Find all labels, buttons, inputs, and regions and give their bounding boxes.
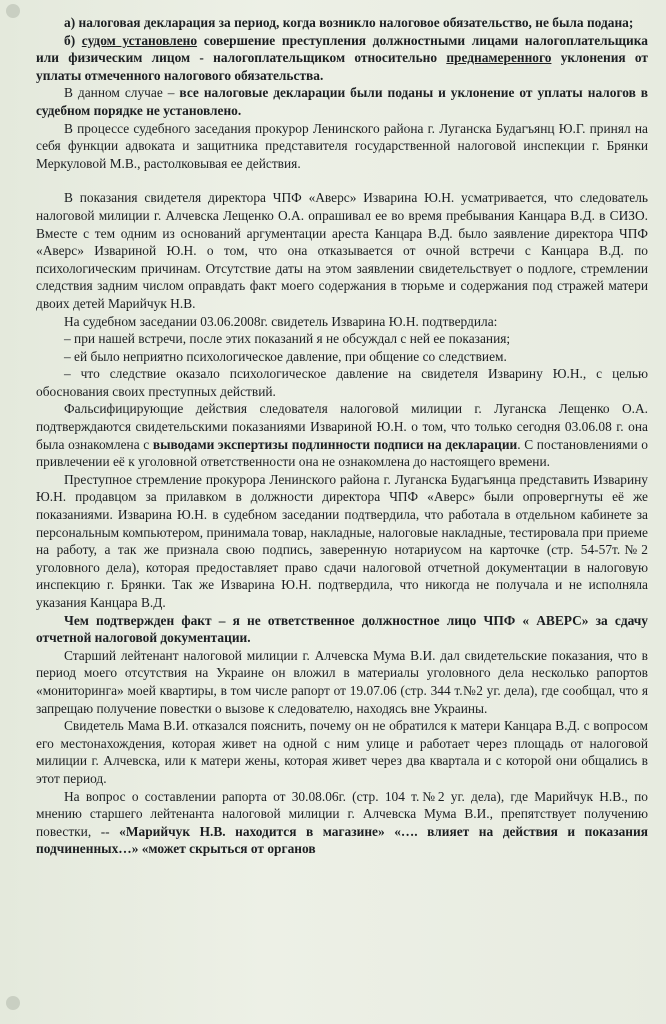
paragraph (36, 84, 648, 119)
text-segment: совершение преступления должностными лицами налогоплательщика или физическим лицом - налогоплательщиком относительно (36, 32, 648, 66)
paragraph-gap (36, 172, 648, 189)
paragraph (36, 471, 648, 612)
text-segment: преднамеренного (446, 50, 552, 66)
punch-hole (6, 4, 20, 18)
paragraph (36, 348, 648, 366)
text-segment: выводами экспертизы подлинности подписи на декларации (152, 436, 518, 452)
text-segment: В процессе судебного заседания прокурор Ленинского района г. Луганска Будагъянц Ю.Г. принял на себя функции адвоката и защитника представителя государственной налоговой инспекции г. Брянки Меркуловой М.В., растолковывая ее действия. (36, 120, 648, 171)
paragraph (36, 400, 648, 470)
text-segment: – что следствие оказало психологическое давление на свидетеля Изварину Ю.Н., с целью обоснования своих преступных действий. (36, 366, 648, 399)
text-segment: – ей было неприятно психологическое давление, при общение со следствием. (64, 348, 507, 364)
paragraph (36, 313, 648, 331)
text-segment: В данном случае – (64, 85, 180, 101)
paragraph (36, 365, 648, 400)
paragraph (36, 612, 648, 647)
text-segment: Старший лейтенант налоговой милиции г. Алчевска Мума В.И. дал свидетельские показания, что в период моего отсутствия на Украине он вложил в материалы уголовного дела несколько рапортов «мониторинга» моей квартиры, в том числе рапорт от 19.07.06 (стр. 344 т.№2 уг. дела), где сообщал, что я запрещаю получение повестки о вызове к следователю, находясь вне Украины. (36, 647, 648, 716)
paragraph (36, 330, 648, 348)
paragraph (36, 32, 648, 85)
paragraph (36, 717, 648, 787)
paragraph (36, 120, 648, 173)
text-segment: На вопрос о составлении рапорта от 30.08.06г. (стр. 104 т.№2 уг. дела), где Марийчук Н.В., по мнению старшего лейтенанта налоговой милиции г. Алчевска Мума В.И., препятствует получению повестки, -- (36, 788, 648, 839)
text-segment: «Марийчук Н.В. находится в магазине» «…. влияет на действия и показания подчиненных…» «может скрыться от органов (36, 823, 648, 857)
paragraph (36, 189, 648, 312)
paragraph (36, 14, 648, 32)
paragraph (36, 647, 648, 717)
text-segment: а) налоговая декларация за период, когда возникло налоговое обязательство, не была подана; (64, 15, 634, 30)
text-segment: На судебном заседании 03.06.2008г. свидетель Изварина Ю.Н. подтвердила: (64, 313, 498, 329)
document-body (36, 14, 648, 858)
text-segment: Преступное стремление прокурора Ленинского района г. Луганска Будагъянца представить Изварину Ю.Н. продавцом за прилавком в должности директора ЧПФ «Аверс» были опровергнуты её же показаниями. Изварина Ю.Н. в судебном заседании подтвердила, что работала в отдельном кабинете за персональным компьютером, принимала товар, накладные, налоговые накладные, тестировала при приеме на работу, а так же признала свою подпись, заверенную нотариусом на карточке (стр. 54-57т.№2 уголовного дела), которая предоставляет право сдачи налоговой отчетной документации в налоговую инспекцию г. Брянки. Так же Изварина Ю.Н. подтвердила, что никогда не получала и не исполняла указания Канцара В.Д. (36, 471, 648, 610)
text-segment: уклонения от уплаты отмеченного налогового обязательства. (36, 50, 648, 83)
text-segment: все налоговые декларации были поданы и уклонение от уплаты налогов в судебном порядке не установлено. (36, 85, 648, 118)
text-segment: . С постановлениями о привлечении её к уголовной ответственности она не ознакомлена до настоящего времени. (36, 436, 649, 470)
text-segment: судом установлено (81, 32, 198, 48)
text-segment: Чем подтвержден факт – я не ответственное должностное лицо ЧПФ « АВЕРС» за сдачу отчетной налоговой документации. (36, 612, 648, 646)
paragraph (36, 788, 648, 858)
text-segment: Фальсифицирующие действия следователя налоговой милиции г. Луганска Лещенко О.А. подтверждаются свидетельскими показаниями Извариной Ю.Н. о том, что только сегодня 03.06.08 г. она была ознакомлена с (36, 401, 648, 452)
text-segment: – при нашей встречи, после этих показаний я не обсуждал с ней ее показания; (64, 331, 511, 347)
text-segment: б) (64, 32, 82, 48)
punch-hole (6, 996, 20, 1010)
text-segment: Свидетель Мама В.И. отказался пояснить, почему он не обратился к матери Канцара В.Д. с вопросом его местонахождения, которая живет на одной с ним улице и работает через площадь от налоговой милиции г. Алчевска, или к матери жены, которая живет через два квартала и с которой они общались в этот период. (36, 718, 648, 786)
text-segment: В показания свидетеля директора ЧПФ «Аверс» Изварина Ю.Н. усматривается, что следователь налоговой милиции г. Алчевска Лещенко О.А. опрашивал ее во время пребывания Канцара В.Д. в СИЗО. Вместе с тем одним из оснований аргументации ареста Канцара В.Д. было заявление директора ЧПФ «Аверс» Извариной Ю.Н. о том, что она отказывается от очной встречи с Канцара В.Д. по психологическим причинам. Отсутствие даты на этом заявлении свидетельствует о подлоге, стремлении следствия задним числом оправдать факт моего содержания в тюрьме и содержания под стражей матери двоих детей Марийчук Н.В. (36, 190, 648, 311)
